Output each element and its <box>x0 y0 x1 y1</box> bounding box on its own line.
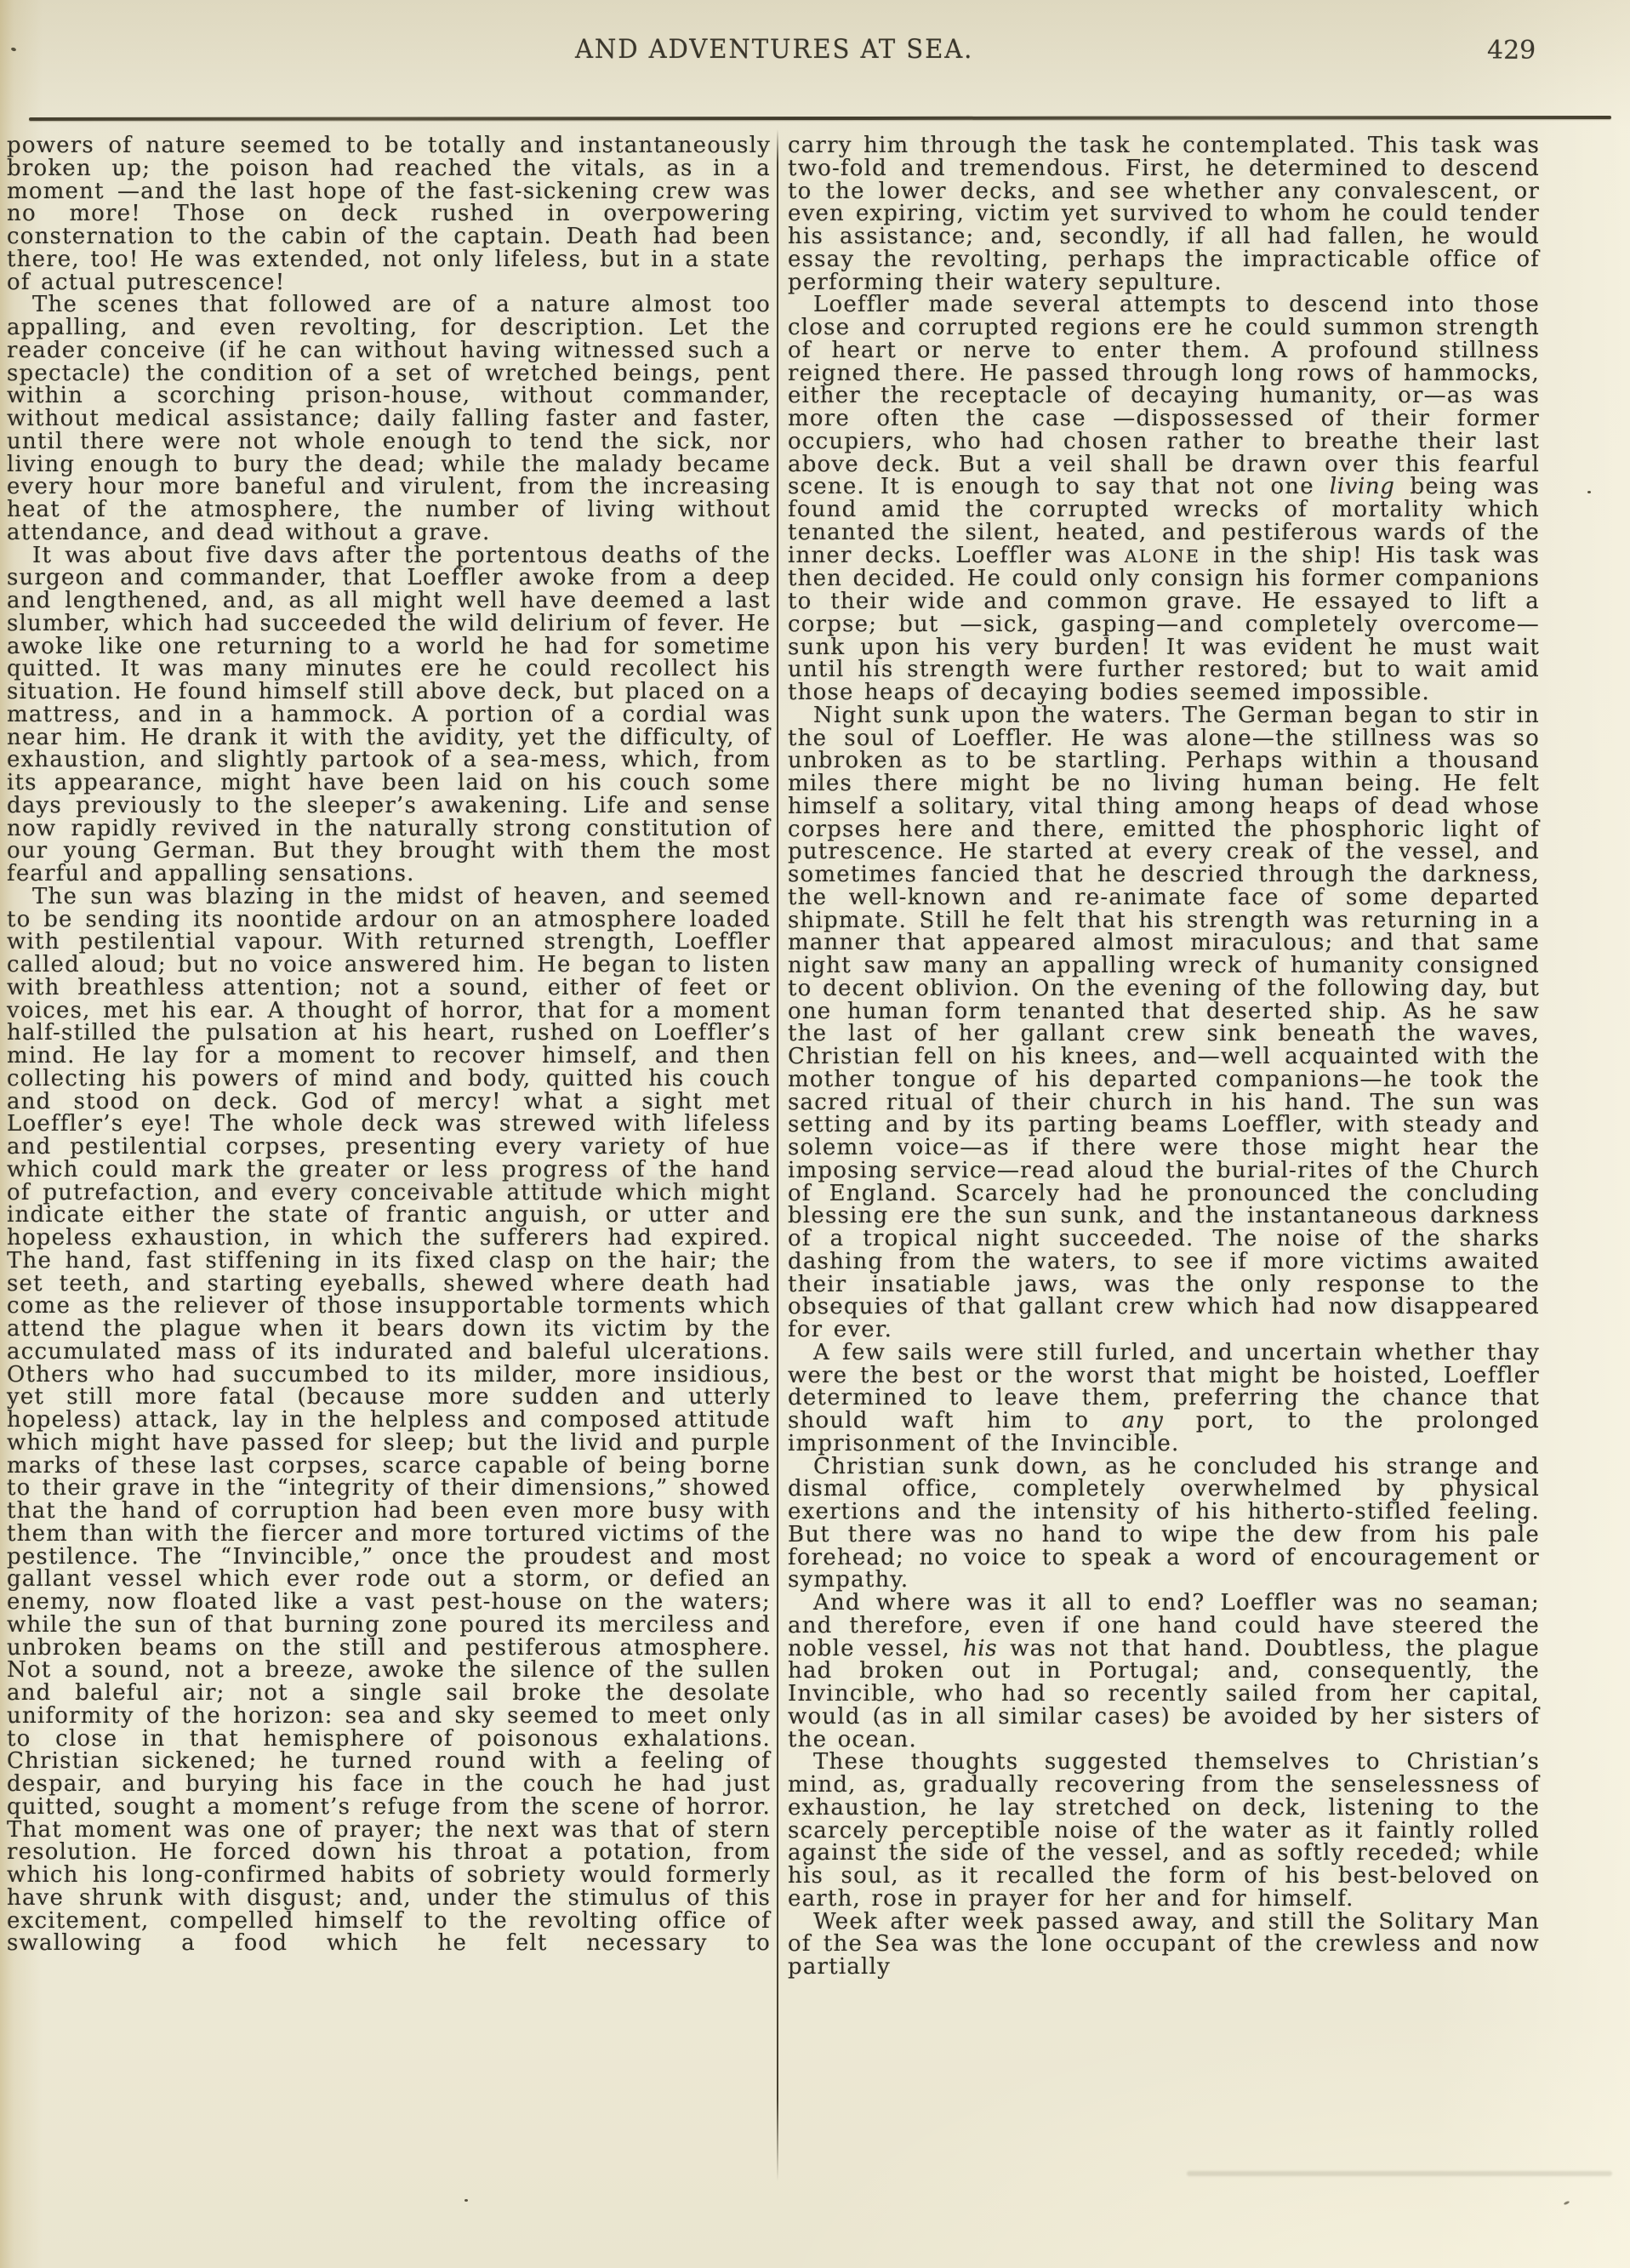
paragraph: Night sunk upon the waters. The German began to stir in the soul of Loeffler. He was alone—the stillness was so unbroken as to be startling. Perhaps within a thousand miles there might be no living human being. He felt himself a solitary, vital thing among heaps of dead whose corpses here and there, emitted the phosphoric light of putrescence. He started at every creak of the vessel, and sometimes fancied that he descried through the darkness, the well-known and re-animate face of some departed shipmate. Still he felt that his strength was returning in a manner that appeared almost miraculous; and that same night saw many an appalling wreck of humanity consigned to decent oblivion. On the evening of the following day, but one human form tenanted that deserted ship. As he saw the last of her gallant crew sink beneath the waves, Christian fell on his knees, and—well acquainted with the mother tongue of his departed companions—he took the sacred ritual of their church in his hand. The sun was setting and by its parting beams Loeffler, with steady and solemn voice—as if there were those might hear the imposing service—read aloud the burial-rites of the Church of England. Scarcely had he pronounced the concluding blessing ere the sun sunk, and the instantaneous darkness of a tropical night succeeded. The noise of the sharks dashing from the waters, to see if more victims awaited their insatiable jaws, was the only response to the obsequies of that gallant crew which had now disappeared for ever. <box>788 702 1540 1342</box>
running-head-title <box>0 34 1548 65</box>
ink-speck <box>464 2199 468 2202</box>
column-right <box>788 134 1540 1979</box>
page-number: 429 <box>1487 36 1536 66</box>
ink-speck <box>1587 491 1591 493</box>
running-head-text: AND ADVENTURES AT SEA. <box>574 34 974 65</box>
paragraph: A few sails were still furled, and uncertain whether thay were the best or the worst that might be hoisted, Loeffler determined to leave them, preferring the chance that should waft him to any port, to the prolonged imprisonment of the Invincible. <box>788 1339 1540 1456</box>
showthrough-artifact <box>213 1176 757 1191</box>
paragraph: powers of nature seemed to be totally and instantaneously broken up; the poison had reached the vitals, as in a moment —and the last hope of the fast-sickening crew was no more! Those on deck rushed in overpowering consternation to the cabin of the captain. Death had been there, too! He was extended, not only lifeless, but in a state of actual putrescence! <box>7 133 771 295</box>
showthrough-artifact <box>1187 2171 1612 2176</box>
paragraph: Loeffler made several attempts to descend into those close and corrupted regions ere he could summon strength of heart or nerve to enter them. A profound stillness reigned there. He passed through long rows of hammocks, either the receptacle of decaying humanity, or—as was more often the case —dispossessed of their former occupiers, who had chosen rather to breathe their last above deck. But a veil shall be drawn over this fearful scene. It is enough to say that not one living being was found amid the corrupted wrecks of mortality which tenanted the silent, heated, and pestiferous wards of the inner decks. Loeffler was ALONE in the ship! His task was then decided. He could only consign his former companions to their wide and common grave. He essayed to lift a corpse; but —sick, gasping—and completely overcome—sunk upon his very burden! It was evident he must wait until his strength were further restored; but to wait amid those heaps of decaying bodies seemed impossible. <box>788 292 1540 705</box>
paragraph: Week after week passed away, and still the Solitary Man of the Sea was the lone occupant of the crewless and now partially <box>788 1908 1540 1980</box>
paragraph: The scenes that followed are of a nature almost too appalling, and even revolting, for description. Let the reader conceive (if he can without having witnessed such a spectacle) the condition of a set of wretched beings, pent within a scorching prison-house, without commander, without medical assistance; daily falling faster and faster, until there were not whole enough to tend the sick, nor living enough to bury the dead; while the malady became every hour more baneful and virulent, from the increasing heat of the atmosphere, the number of living without attendance, and dead without a grave. <box>7 292 771 545</box>
text-columns <box>7 134 1540 1979</box>
paragraph: carry him through the task he contemplated. This task was two-fold and tremendous. First, he determined to descend to the lower decks, and see whether any convalescent, or even expiring, victim yet survived to whom he could tender his assistance; and, secondly, if all had fallen, he would essay the revolting, perhaps the impracticable office of performing their watery sepulture. <box>788 133 1540 295</box>
column-left <box>7 134 771 1979</box>
paragraph: The sun was blazing in the midst of heaven, and seemed to be sending its noontide ardour on an atmosphere loaded with pestilential vapour. With returned strength, Loeffler called aloud; but no voice answered him. He began to listen with breathless attention; not a sound, either of feet or voices, met his ear. A thought of horror, that for a moment half-stilled the pulsation at his heart, rushed on Loeffler’s mind. He lay for a moment to recover himself, and then collecting his powers of mind and body, quitted his couch and stood on deck. God of mercy! what a sight met Loeffler’s eye! The whole deck was strewed with lifeless and pestilential corpses, presenting every variety of hue which could mark the greater or less progress of the hand of putrefaction, and every conceivable attitude which might indicate either the state of frantic anguish, or utter and hopeless exhaustion, in which the sufferers had expired. The hand, fast stiffening in its fixed clasp on the hair; the set teeth, and starting eyeballs, shewed where death had come as the reliever of those insupportable torments which attend the plague when it bears down its victim by the accumulated mass of its indurated and baleful ulcerations. Others who had succumbed to its milder, more insidious, yet still more fatal (because more sudden and utterly hopeless) attack, lay in the helpless and composed attitude which might have passed for sleep; but the livid and purple marks of these last corpses, scarce capable of being borne to their grave in the “integrity of their dimensions,” showed that the hand of corruption had been even more busy with them than with the fiercer and more tortured victims of the pestilence. The “Invincible,” once the proudest and most gallant vessel which ever rode out a storm, or defied an enemy, now floated like a vast pest-house on the waters; while the sun of that burning zone poured its merciless and unbroken beams on the still and pestiferous atmosphere. Not a sound, not a breeze, awoke the silence of the sullen and baleful air; not a single sail broke the desolate uniformity of the horizon: sea and sky seemed to meet only to close in that hemisphere of poisonous exhalations. Christian sickened; he turned round with a feeling of despair, and burying his face in the couch he had just quitted, sought a moment’s refuge from the scene of horror. That moment was one of prayer; the next was that of stern resolution. He forced down his throat a potation, from which his long-confirmed habits of sobriety would formerly have shrunk with disgust; and, under the stimulus of this excitement, compelled himself to the revolting office of swallowing a food which he felt necessary to <box>7 883 771 1957</box>
paragraph: These thoughts suggested themselves to Christian’s mind, as, gradually recovering from the senselessness of exhaustion, he lay stretched on deck, listening to the scarcely perceptible noise of the water as it faintly rolled against the side of the vessel, and as softly receded; while his soul, as it recalled the form of his best-beloved on earth, rose in prayer for her and for himself. <box>788 1749 1540 1912</box>
paragraph: And where was it all to end? Loeffler was no seaman; and therefore, even if one hand could have steered the noble vessel, his was not that hand. Doubtless, the plague had broken out in Portugal; and, consequently, the Invincible, who had so recently sailed from her capital, would (as in all similar cases) be avoided by her sisters of the ocean. <box>788 1590 1541 1752</box>
paragraph: Christian sunk down, as he concluded his strange and dismal office, completely overwhelmed by physical exertions and the intensity of his hitherto-stifled feeling. But there was no hand to wipe the dew from his pale forehead; no voice to speak a word of encouragement or sympathy. <box>788 1453 1540 1593</box>
header-rule <box>29 116 1611 121</box>
ink-speck <box>1564 2201 1570 2206</box>
paragraph: It was about five davs after the portentous deaths of the surgeon and commander, that Loeffler awoke from a deep and lengthened, and, as all might well have deemed a last slumber, which had succeeded the wild delirium of fever. He awoke like one returning to a world he had for sometime quitted. It was many minutes ere he could recollect his situation. He found himself still above deck, but placed on a mattress, and in a hammock. A portion of a cordial was near him. He drank it with the avidity, yet the difficulty, of exhaustion, and slightly partook of a sea-mess, which, from its appearance, might have been laid on his couch some days previously to the sleeper’s awakening. Life and sense now rapidly revived in the naturally strong constitution of our young German. But they brought with them the most fearful and appalling sensations. <box>7 542 771 886</box>
